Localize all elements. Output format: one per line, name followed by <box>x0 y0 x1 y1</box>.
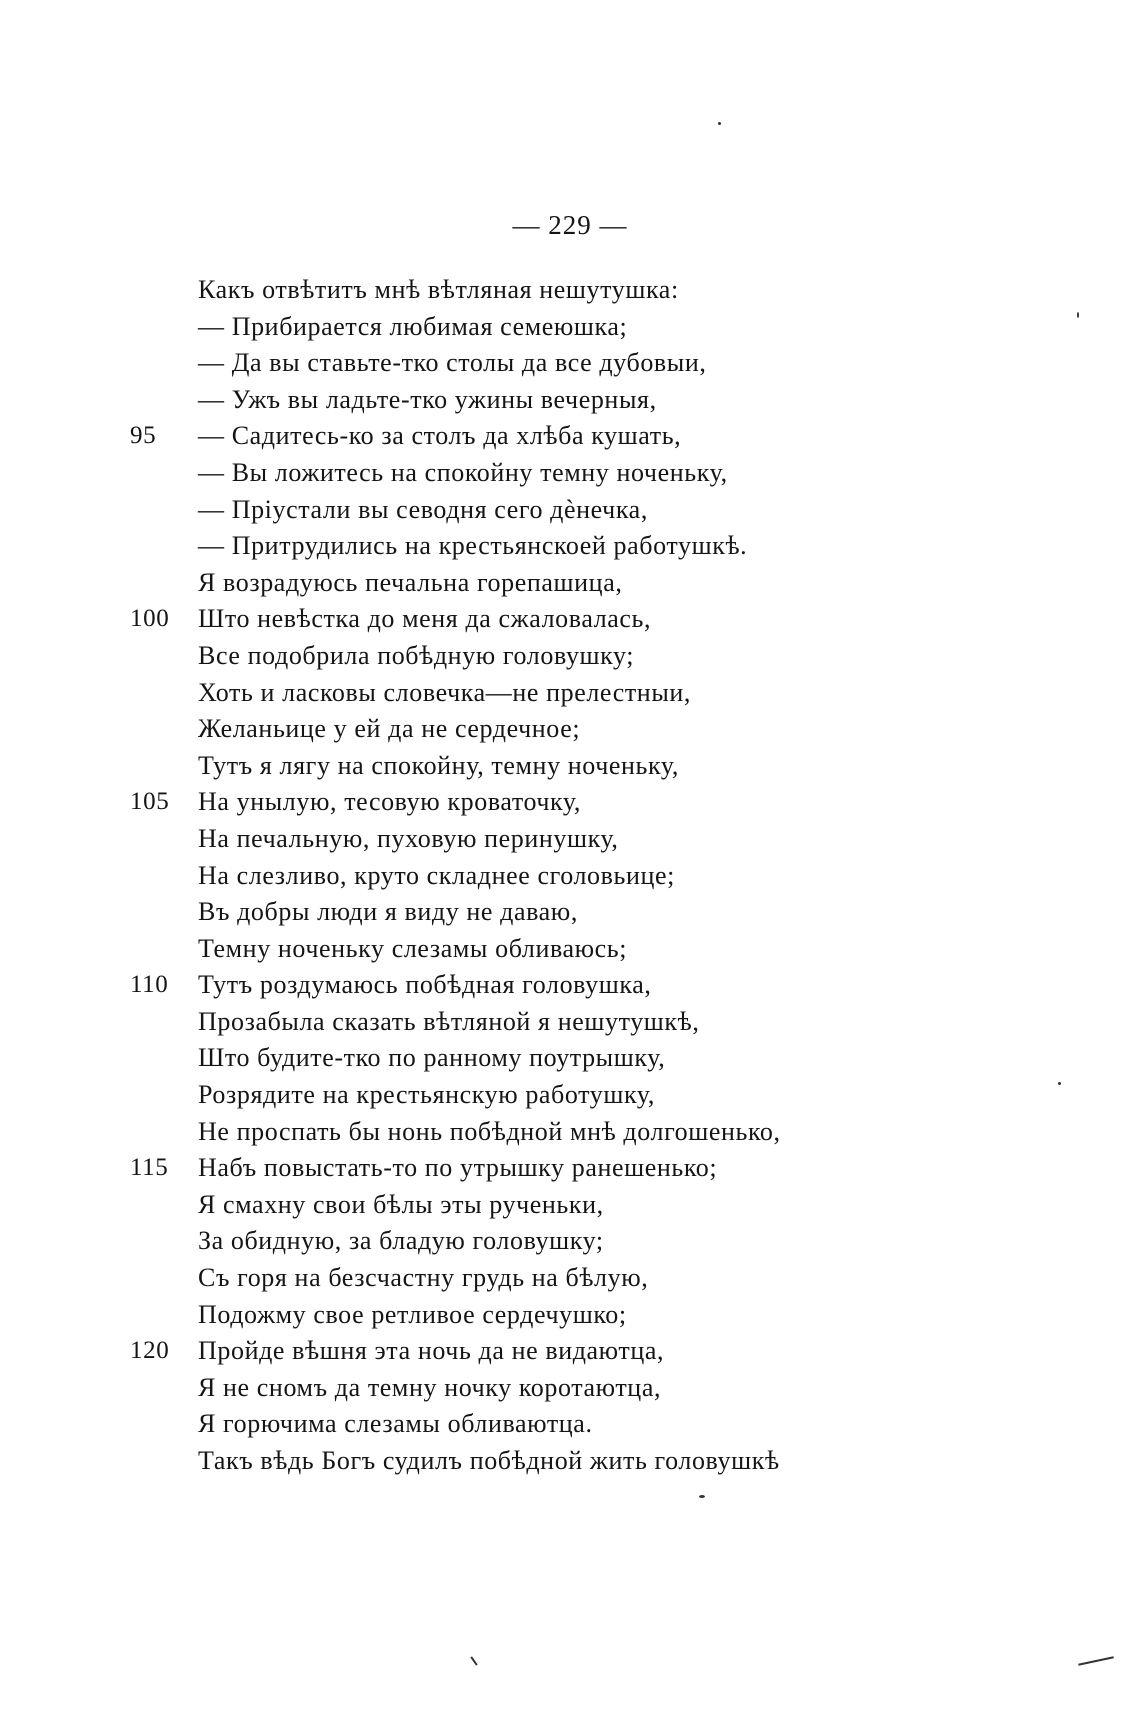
poem-line <box>0 382 1140 419</box>
poem-line <box>0 711 1140 748</box>
poem-line <box>0 967 1140 1004</box>
poem-line <box>0 528 1140 565</box>
poem-line <box>0 492 1140 529</box>
poem-line <box>0 1370 1140 1407</box>
line-number: 95 <box>130 422 157 450</box>
poem-line <box>0 1114 1140 1151</box>
line-text: Што будите-тко по ранному поутрышку, <box>198 1043 666 1073</box>
line-text: — Прибирается любимая семеюшка; <box>198 311 628 341</box>
scan-speck <box>718 122 721 125</box>
poem-line <box>0 1406 1140 1443</box>
poem-line <box>0 1040 1140 1077</box>
scan-mark <box>1078 1656 1114 1665</box>
line-text: Въ добры люди я виду не даваю, <box>198 897 578 927</box>
line-text: Я не сномъ да темну ночку коротаютца, <box>198 1372 662 1402</box>
line-text: — Ужъ вы ладьте-тко ужины вечерныя, <box>198 384 657 414</box>
poem-line <box>0 1260 1140 1297</box>
line-text: На слезливо, круто складнее сголовьице; <box>198 860 675 890</box>
poem-line <box>0 1297 1140 1334</box>
poem-line <box>0 1004 1140 1041</box>
line-text: Прозабыла сказать вѣтляной я нешутушкѣ, <box>198 1006 700 1036</box>
line-text: — Вы ложитесь на спокойну темну ноченьку, <box>198 457 728 487</box>
scan-speck <box>1077 312 1079 318</box>
line-text: За обидную, за бладую головушку; <box>198 1226 604 1256</box>
poem-line <box>0 1223 1140 1260</box>
scan-mark <box>470 1656 477 1665</box>
poem-line <box>0 1077 1140 1114</box>
line-text: Я смахну свои бѣлы эты рученьки, <box>198 1189 604 1219</box>
poem-line <box>0 1443 1140 1480</box>
line-number: 115 <box>130 1154 169 1182</box>
line-text: — Прiустали вы севодня сего дѐнечка, <box>198 494 648 524</box>
line-text: Пройде вѣшня эта ночь да не видаютца, <box>198 1336 665 1366</box>
line-text: Я горючима слезамы обливаютца. <box>198 1409 593 1439</box>
line-text: Што невѣстка до меня да сжаловалась, <box>198 604 652 634</box>
line-number: 120 <box>130 1337 170 1365</box>
poem-line <box>0 638 1140 675</box>
scan-speck <box>1058 1082 1061 1085</box>
poem-line <box>0 309 1140 346</box>
line-text: Подожму свое ретливое сердечушко; <box>198 1299 627 1329</box>
line-text: Какъ отвѣтитъ мнѣ вѣтляная нешутушка: <box>198 275 679 304</box>
line-text: Все подобрила побѣдную головушку; <box>198 640 635 670</box>
line-number: 105 <box>130 788 170 816</box>
line-text: Не проспать бы нонь побѣдной мнѣ долгошенько, <box>198 1116 781 1146</box>
poem-line <box>0 345 1140 382</box>
line-text: Желаньице у ей да не сердечное; <box>198 714 581 744</box>
line-number: 110 <box>130 971 169 999</box>
poem-line <box>0 931 1140 968</box>
poem-line <box>0 821 1140 858</box>
poem-line <box>0 748 1140 785</box>
scan-speck <box>699 1495 705 1498</box>
line-text: Такъ вѣдь Богъ судилъ побѣдной жить головушкѣ <box>198 1446 780 1475</box>
line-text: На печальную, пуховую перинушку, <box>198 823 619 853</box>
line-text: Темну ноченьку слезамы обливаюсь; <box>198 933 628 963</box>
line-text: — Садитесь-ко за столъ да хлѣба кушать, <box>198 421 682 451</box>
line-number: 100 <box>130 605 170 633</box>
poem-line <box>0 784 1140 821</box>
poem-line <box>0 565 1140 602</box>
line-text: Розрядите на крестьянскую работушку, <box>198 1080 655 1110</box>
line-text: Тутъ роздумаюсь побѣдная головушка, <box>198 970 652 1000</box>
poem-line <box>0 1333 1140 1370</box>
line-text: Съ горя на безсчастну грудь на бѣлую, <box>198 1263 649 1293</box>
line-text: — Да вы ставьте-тко столы да все дубовыи, <box>198 348 707 378</box>
poem-line <box>0 1187 1140 1224</box>
poem-line <box>0 1150 1140 1187</box>
poem-line <box>0 858 1140 895</box>
line-text: — Притрудились на крестьянскоей работушкѣ. <box>198 531 748 561</box>
line-text: Я возрадуюсь печальна горепашица, <box>198 567 623 597</box>
poem-line <box>0 894 1140 931</box>
line-text: Набъ повыстать-то по утрышку ранешенько; <box>198 1153 718 1183</box>
poem-text <box>0 272 1140 1480</box>
poem-line <box>0 418 1140 455</box>
poem-line <box>0 272 1140 309</box>
page-number: — 229 — <box>512 210 628 240</box>
line-text: На унылую, тесовую кроваточку, <box>198 787 582 817</box>
poem-line <box>0 675 1140 712</box>
line-text: Тутъ я лягу на спокойну, темну ноченьку, <box>198 750 679 780</box>
line-text: Хоть и ласковы словечка—не прелестныи, <box>198 677 691 707</box>
poem-line <box>0 601 1140 638</box>
poem-line <box>0 455 1140 492</box>
